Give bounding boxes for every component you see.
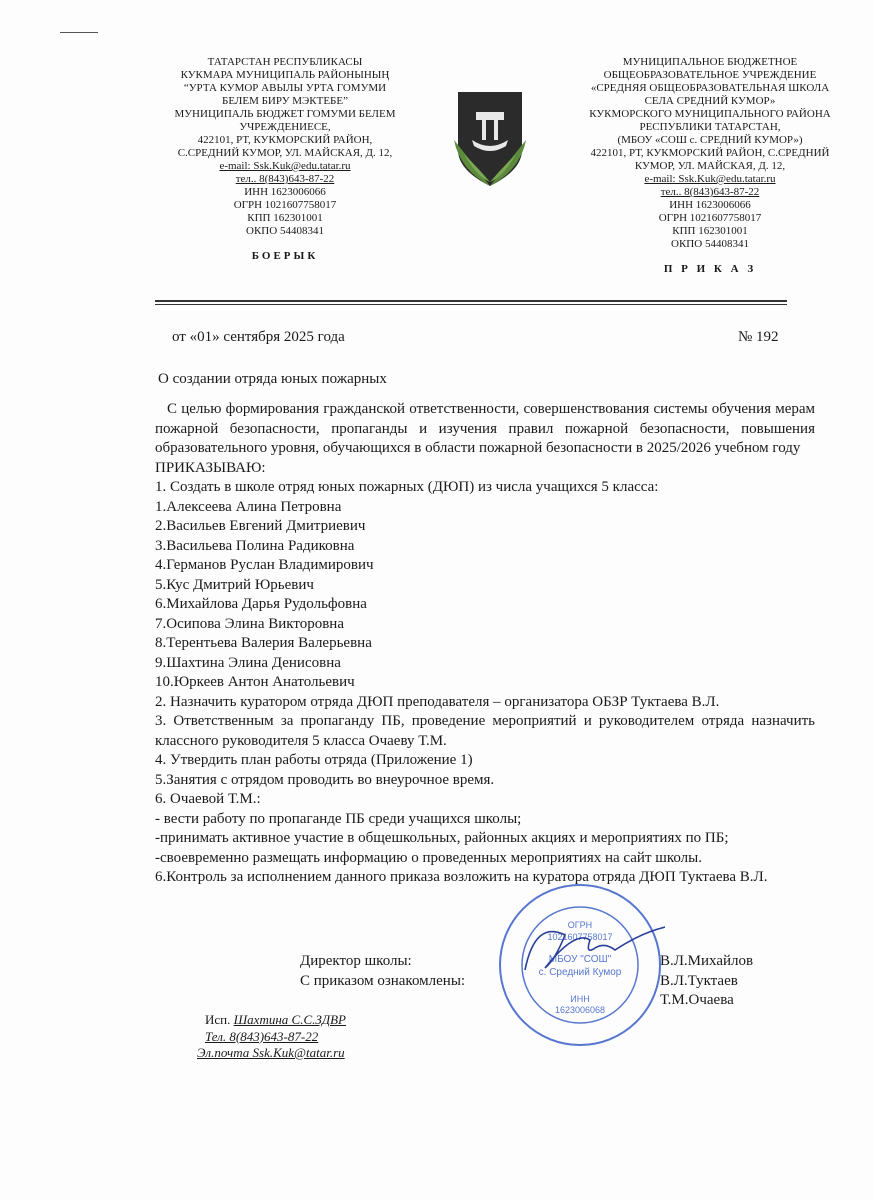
sub-item: -принимать активное участие в общешкольных, районных акциях и мероприятиях по ПБ; [155, 830, 729, 846]
member-item: 10.Юркеев Антон Анатольевич [155, 674, 355, 690]
header-line: «СРЕДНЯЯ ОБЩЕОБРАЗОВАТЕЛЬНАЯ ШКОЛА [590, 82, 830, 94]
order-item: 3. Ответственным за пропаганду ПБ, проведение мероприятий и руководителем отряда назначить классного руководителя 5 класса Очаеву Т.М. [155, 713, 815, 749]
header-line: КУКМАРА МУНИЦИПАЛЬ РАЙОНЫНЫҢ [180, 69, 390, 81]
intro-paragraph: С целью формирования гражданской ответственности, совершенствования системы обучения мерам пожарной безопасности, пропаганды и изучения правил пожарной безопасности, повышения образовательного уровня, обучающихся в области пожарной безопасности в 2025/2026 учебном году [155, 401, 815, 456]
order-item: 4. Утвердить план работы отряда (Приложение 1) [155, 752, 473, 768]
header-line: “УРТА КУМОР АВЫЛЫ УРТА ГОМУМИ [183, 82, 387, 94]
header-line: С.СРЕДНИЙ КУМОР, УЛ. МАЙСКАЯ, Д. 12, [177, 147, 393, 159]
school-stamp-icon [495, 880, 665, 1050]
member-item: 2.Васильев Евгений Дмитриевич [155, 518, 366, 534]
member-item: 5.Кус Дмитрий Юрьевич [155, 576, 314, 593]
doc-type-tatar: БОЕРЫК [251, 250, 319, 262]
executor-email[interactable]: Эл.почта Ssk.Kuk@tatar.ru [197, 1045, 345, 1060]
sub-item: - вести работу по пропаганде ПБ среди учащихся школы; [155, 810, 522, 827]
okpo: ОКПО 54408341 [246, 225, 324, 237]
header-line: УЧРЕЖДЕНИЕСЕ, [239, 121, 331, 133]
director-name: В.Л.Михайлов [660, 953, 754, 969]
inn: ИНН 1623006066 [244, 186, 326, 198]
inn: ИНН 1623006066 [669, 199, 751, 211]
executor-prefix: Исп. [205, 1012, 234, 1027]
director-label: Директор школы: [300, 953, 412, 969]
signature-labels [300, 952, 465, 991]
order-item: 6. Очаевой Т.М.: [155, 791, 261, 807]
stamp-text: 1021607758017 [547, 932, 613, 942]
email-link[interactable]: e-mail: Ssk.Kuk@edu.tatar.ru [219, 160, 351, 172]
header-right-russian [565, 56, 855, 276]
order-item: 1. Создать в школе отряд юных пожарных (ДЮП) из числа учащихся 5 класса: [155, 479, 659, 495]
member-item: 7.Осипова Элина Викторовна [155, 615, 344, 632]
member-item: 4.Германов Руслан Владимирович [155, 557, 374, 573]
kpp: КПП 162301001 [247, 212, 323, 224]
header-line: КУКМОРСКОГО МУНИЦИПАЛЬНОГО РАЙОНА [589, 108, 831, 120]
executor-phone: Тел. 8(843)643-87-22 [205, 1028, 319, 1044]
header-line: КУМОР, УЛ. МАЙСКАЯ, Д. 12, [634, 160, 786, 172]
phone-link[interactable]: тел.. 8(843)643-87-22 [235, 173, 335, 185]
order-subject: О создании отряда юных пожарных [158, 371, 387, 387]
header-line: (МБОУ «СОШ с. СРЕДНИЙ КУМОР») [617, 134, 803, 146]
school-emblem-icon [450, 90, 530, 190]
sub-item: -своевременно размещать информацию о проведенных мероприятиях на сайт школы. [155, 849, 702, 866]
header-line: МУНИЦИПАЛЬНОЕ БЮДЖЕТНОЕ [622, 56, 798, 68]
order-item: 6.Контроль за исполнением данного приказа возложить на куратора отряда ДЮП Туктаева В.Л. [155, 869, 768, 885]
executor-block [197, 1012, 346, 1062]
scan-mark [60, 32, 98, 33]
signature-names [660, 952, 753, 1011]
stamp-text: МБОУ "СОШ" [548, 954, 612, 965]
ogrn: ОГРН 1021607758017 [233, 199, 337, 211]
header-line: МУНИЦИПАЛЬ БЮДЖЕТ ГОМУМИ БЕЛЕМ [174, 108, 396, 120]
kpp: КПП 162301001 [672, 225, 748, 237]
member-item: 6.Михайлова Дарья Рудольфовна [155, 596, 367, 612]
header-line: 422101, РТ, КУКМОРСКИЙ РАЙОН, С.СРЕДНИЙ [590, 147, 830, 159]
acquainted-label: С приказом ознакомлены: [300, 972, 466, 989]
header-line: СЕЛА СРЕДНИЙ КУМОР» [644, 95, 776, 107]
header-left-tatar [140, 56, 430, 263]
doc-type-russian: П Р И К А З [663, 263, 757, 275]
header-divider [155, 300, 787, 305]
stamp-text: ИНН [570, 994, 590, 1004]
order-keyword: ПРИКАЗЫВАЮ: [155, 459, 266, 476]
phone-link[interactable]: тел.. 8(843)643-87-22 [660, 186, 760, 198]
stamp-text: с. Средний Кумор [538, 967, 622, 978]
order-item: 2. Назначить куратором отряда ДЮП преподавателя – организатора ОБЗР Туктаева В.Л. [155, 693, 720, 710]
member-item: 9.Шахтина Элина Денисовна [155, 654, 341, 671]
order-number: № 192 [738, 329, 779, 345]
member-item: 3.Васильева Полина Радиковна [155, 537, 355, 554]
order-item: 5.Занятия с отрядом проводить во внеурочное время. [155, 771, 495, 788]
order-body [155, 400, 815, 888]
member-item: 1.Алексеева Алина Петровна [155, 498, 342, 515]
header-line: 422101, РТ, КУКМОРСКИЙ РАЙОН, [197, 134, 373, 146]
stamp-text: 1623006068 [554, 1005, 606, 1015]
signer-name: Т.М.Очаева [660, 992, 734, 1008]
email-link[interactable]: e-mail: Ssk.Kuk@edu.tatar.ru [644, 173, 776, 185]
executor-name: Шахтина С.С.ЗДВР [233, 1012, 346, 1027]
ogrn: ОГРН 1021607758017 [658, 212, 762, 224]
header-line: БЕЛЕМ БИРУ МЭКТЕБЕ” [222, 95, 348, 107]
header-line: РЕСПУБЛИКИ ТАТАРСТАН, [639, 121, 781, 133]
order-date: от «01» сентября 2025 года [172, 329, 345, 345]
signer-name: В.Л.Туктаев [660, 972, 738, 989]
member-item: 8.Терентьева Валерия Валерьевна [155, 635, 372, 651]
stamp-text: ОГРН [567, 920, 593, 930]
okpo: ОКПО 54408341 [671, 238, 749, 250]
header-line: ОБЩЕОБРАЗОВАТЕЛЬНОЕ УЧРЕЖДЕНИЕ [603, 69, 817, 81]
header-line: ТАТАРСТАН РЕСПУБЛИКАСЫ [207, 56, 363, 68]
